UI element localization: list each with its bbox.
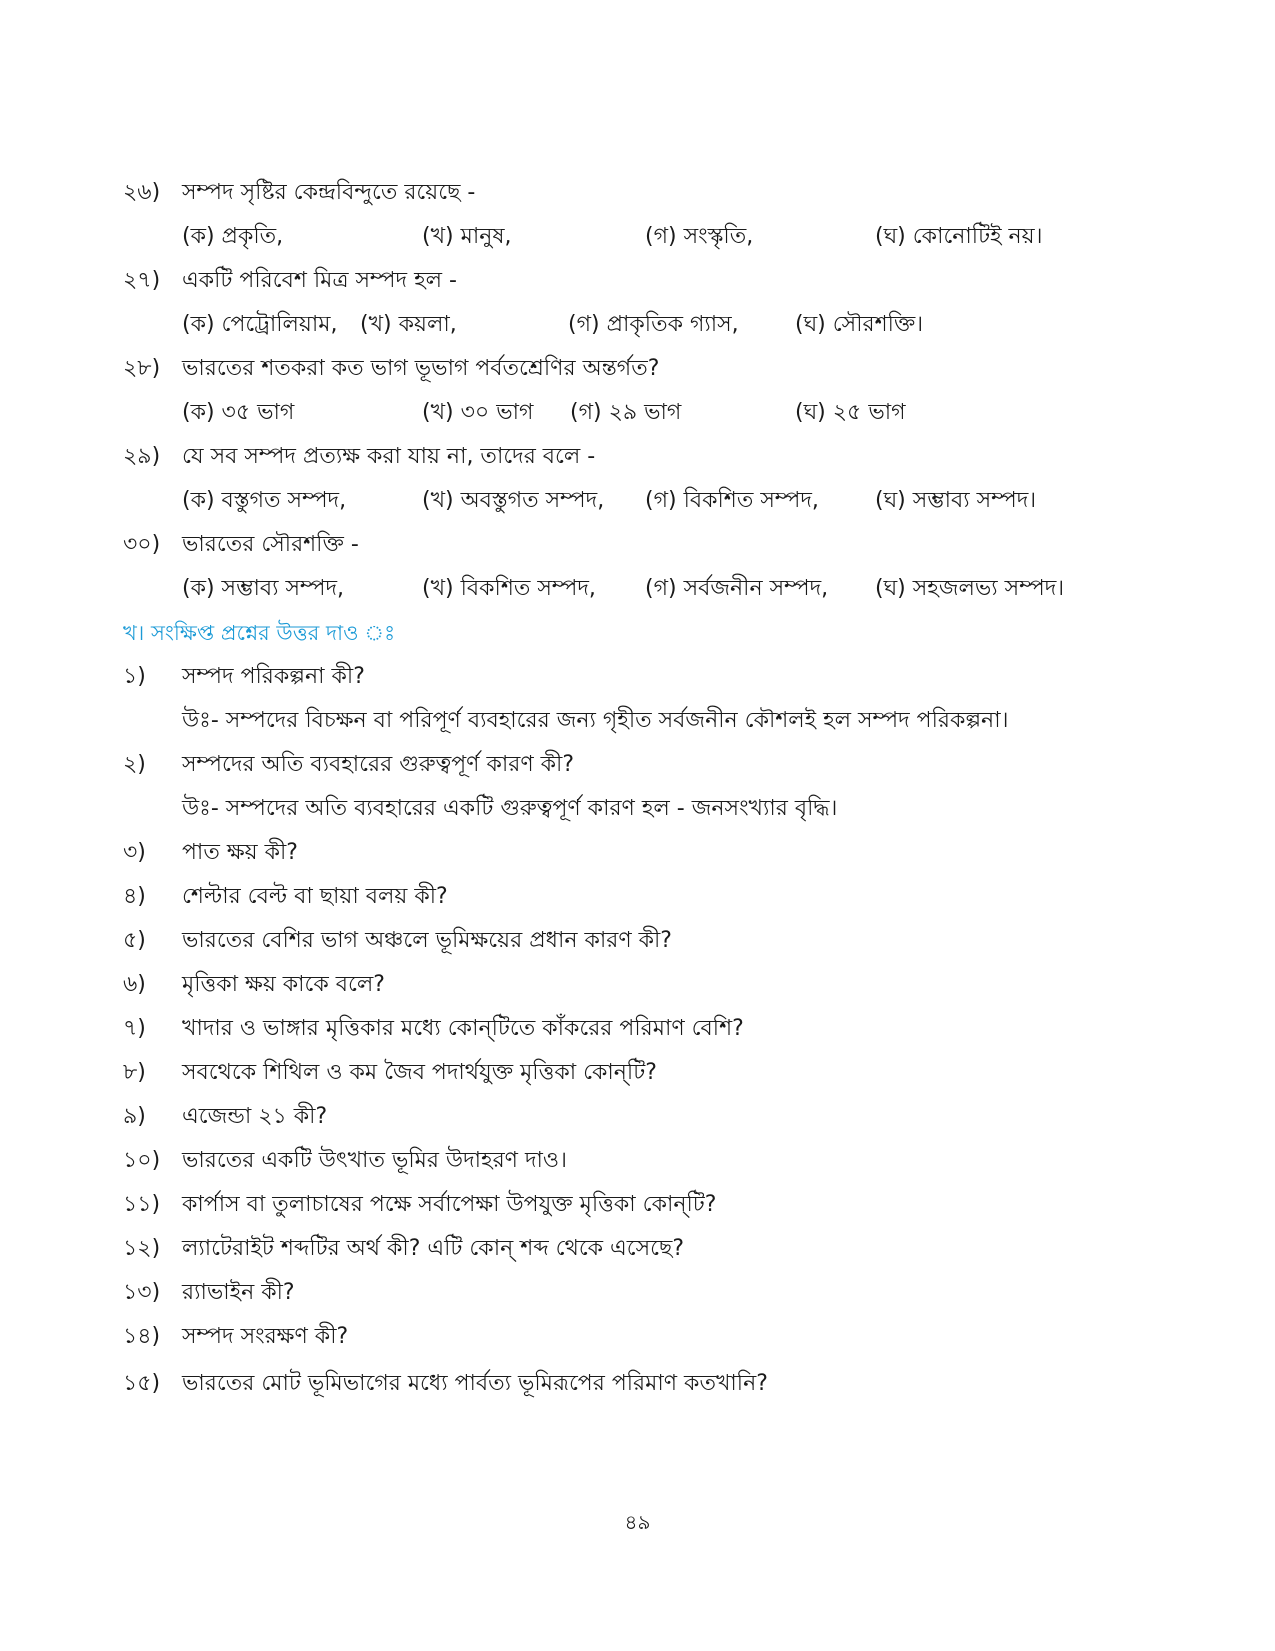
option-ka: (ক) পেট্রোলিয়াম, — [182, 312, 338, 337]
option-kha: (খ) কয়লা, — [360, 312, 457, 337]
question-number: ১৫) — [123, 1371, 161, 1396]
question-text: সবথেকে শিথিল ও কম জৈব পদার্থযুক্ত মৃত্তিকা কোন্‌টি? — [182, 1060, 657, 1085]
question-number: ১২) — [123, 1236, 161, 1261]
answer-text: উঃ- সম্পদের বিচক্ষন বা পরিপূর্ণ ব্যবহারের জন্য গৃহীত সর্বজনীন কৌশলই হল সম্পদ পরিকল্পনা। — [182, 708, 1009, 733]
option-kha: (খ) ৩০ ভাগ — [422, 400, 534, 425]
question-text: মৃত্তিকা ক্ষয় কাকে বলে? — [182, 972, 385, 997]
question-number: ৬) — [123, 972, 146, 997]
question-number: ৫) — [123, 928, 146, 953]
question-number: ৩০) — [123, 532, 161, 557]
option-ga: (গ) প্রাকৃতিক গ্যাস, — [568, 312, 739, 337]
question-number: ৩) — [123, 840, 146, 865]
question-text: কার্পাস বা তুলাচাষের পক্ষে সর্বাপেক্ষা উপযুক্ত মৃত্তিকা কোন্‌টি? — [182, 1192, 717, 1217]
question-text: খাদার ও ভাঙ্গার মৃত্তিকার মধ্যে কোন্‌টিতে কাঁকরের পরিমাণ বেশি? — [182, 1016, 744, 1041]
question-number: ৭) — [123, 1016, 146, 1041]
question-text: সম্পদ পরিকল্পনা কী? — [182, 664, 365, 689]
option-ka: (ক) সম্ভাব্য সম্পদ, — [182, 576, 345, 601]
question-number: ২৬) — [123, 180, 161, 205]
option-ka: (ক) প্রকৃতি, — [182, 224, 284, 249]
question-number: ৯) — [123, 1104, 146, 1129]
question-text: ভারতের সৌরশক্তি - — [182, 532, 359, 557]
question-text: ল্যাটেরাইট শব্দটির অর্থ কী? এটি কোন্ শব্দ থেকে এসেছে? — [182, 1236, 685, 1261]
answer-text: উঃ- সম্পদের অতি ব্যবহারের একটি গুরুত্বপূর্ণ কারণ হল - জনসংখ্যার বৃদ্ধি। — [182, 796, 838, 821]
option-gha: (ঘ) সহজলভ্য সম্পদ। — [875, 576, 1065, 601]
question-text: যে সব সম্পদ প্রত্যক্ষ করা যায় না, তাদের বলে - — [182, 444, 596, 469]
question-text: ভারতের একটি উৎখাত ভূমির উদাহরণ দাও। — [182, 1148, 567, 1173]
question-text: ভারতের বেশির ভাগ অঞ্চলে ভূমিক্ষয়ের প্রধান কারণ কী? — [182, 928, 672, 953]
option-ga: (গ) সর্বজনীন সম্পদ, — [645, 576, 829, 601]
page-number: ৪৯ — [624, 1510, 651, 1534]
question-text: পাত ক্ষয় কী? — [182, 840, 298, 865]
option-gha: (ঘ) সম্ভাব্য সম্পদ। — [875, 488, 1037, 513]
question-text: একটি পরিবেশ মিত্র সম্পদ হল - — [182, 268, 457, 293]
question-number: ১) — [123, 664, 146, 689]
question-text: ভারতের শতকরা কত ভাগ ভূভাগ পর্বতশ্রেণির অন্তর্গত? — [182, 356, 660, 381]
question-text: শেল্টার বেল্ট বা ছায়া বলয় কী? — [182, 884, 448, 909]
question-text: সম্পদ সংরক্ষণ কী? — [182, 1324, 349, 1349]
option-ga: (গ) সংস্কৃতি, — [645, 224, 754, 249]
question-text: র‍্যাভাইন কী? — [182, 1280, 295, 1305]
question-number: ১৪) — [123, 1324, 161, 1349]
question-text: সম্পদের অতি ব্যবহারের গুরুত্বপূর্ণ কারণ কী? — [182, 752, 575, 777]
option-gha: (ঘ) ২৫ ভাগ — [795, 400, 906, 425]
option-kha: (খ) বিকশিত সম্পদ, — [422, 576, 596, 601]
question-text: ভারতের মোট ভূমিভাগের মধ্যে পার্বত্য ভূমিরূপের পরিমাণ কতখানি? — [182, 1371, 768, 1396]
option-gha: (ঘ) সৌরশক্তি। — [795, 312, 924, 337]
question-number: ১০) — [123, 1148, 161, 1173]
section-heading: খ। সংক্ষিপ্ত প্রশ্নের উত্তর দাও ঃ — [123, 621, 396, 645]
question-number: ৮) — [123, 1060, 146, 1085]
question-text: সম্পদ সৃষ্টির কেন্দ্রবিন্দুতে রয়েছে - — [182, 180, 476, 205]
option-kha: (খ) মানুষ, — [422, 224, 512, 249]
question-number: ২৭) — [123, 268, 161, 293]
option-ka: (ক) বস্তুগত সম্পদ, — [182, 488, 347, 513]
option-ka: (ক) ৩৫ ভাগ — [182, 400, 295, 425]
option-gha: (ঘ) কোনোটিই নয়। — [875, 224, 1043, 249]
question-number: ২৮) — [123, 356, 161, 381]
question-number: ১১) — [123, 1192, 161, 1217]
question-number: ১৩) — [123, 1280, 161, 1305]
option-ga: (গ) বিকশিত সম্পদ, — [645, 488, 819, 513]
question-number: ২৯) — [123, 444, 161, 469]
option-ga: (গ) ২৯ ভাগ — [570, 400, 682, 425]
question-number: ৪) — [123, 884, 146, 909]
option-kha: (খ) অবস্তুগত সম্পদ, — [422, 488, 605, 513]
question-text: এজেন্ডা ২১ কী? — [182, 1104, 328, 1129]
question-number: ২) — [123, 752, 146, 777]
